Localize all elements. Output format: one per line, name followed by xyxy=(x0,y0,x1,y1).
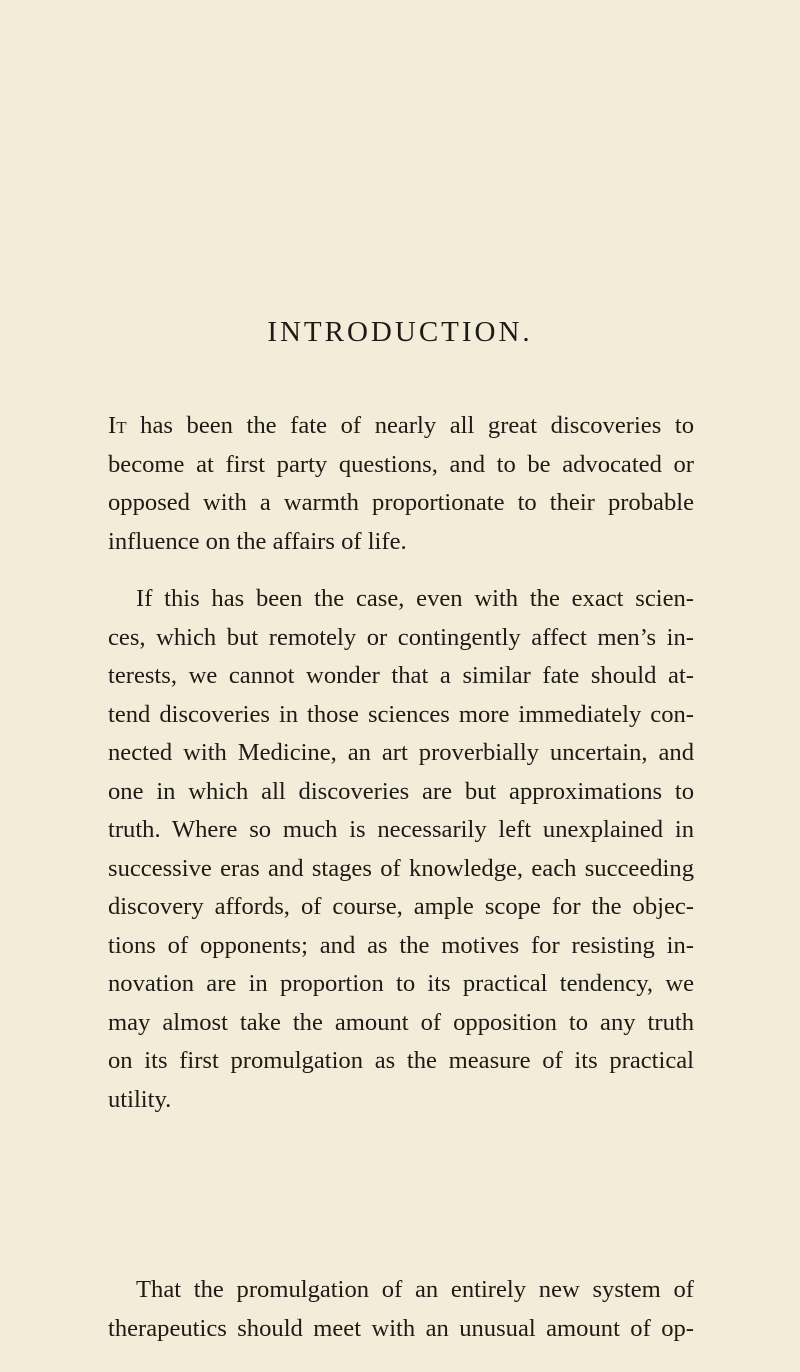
text-line: It has been the fate of nearly all great discoveries to xyxy=(108,412,694,439)
text-line: influence on the affairs of life. xyxy=(108,527,407,555)
chapter-heading: INTRODUCTION. xyxy=(267,316,533,348)
text-line: become at first party questions, and to be advocated or xyxy=(108,450,694,478)
text-line: discovery affords, of course, ample scope for the objec- xyxy=(108,893,694,920)
text-line: utility. xyxy=(108,1085,172,1113)
text-line: tions of opponents; and as the motives for resisting in- xyxy=(108,931,694,959)
text-line: tend discoveries in those sciences more immediately con- xyxy=(108,700,694,728)
text-line: one in which all discoveries are but approximations to xyxy=(108,777,694,805)
text-line: successive eras and stages of knowledge, each succeeding xyxy=(108,854,694,882)
drop-word: It xyxy=(108,412,127,439)
paragraph-3 xyxy=(108,1271,694,1348)
text-line: terests, we cannot wonder that a similar fate should at- xyxy=(108,662,694,689)
text-line: ces, which but remotely or contingently affect men’s in- xyxy=(108,623,694,651)
text-line: on its first promulgation as the measure of its practical xyxy=(108,1047,694,1074)
text-line: novation are in proportion to its practical tendency, we xyxy=(108,970,694,997)
text-line: therapeutics should meet with an unusual amount of op- xyxy=(108,1314,694,1342)
text-line: If this has been the case, even with the exact scien- xyxy=(136,585,694,612)
text-line: may almost take the amount of opposition to any truth xyxy=(108,1008,694,1036)
text-line: opposed with a warmth proportionate to their probable xyxy=(108,489,694,516)
text-line: truth. Where so much is necessarily left unexplained in xyxy=(108,816,694,843)
text-line: That the promulgation of an entirely new system of xyxy=(136,1276,694,1303)
text-line: nected with Medicine, an art proverbially uncertain, and xyxy=(108,739,694,766)
paragraph-1 xyxy=(108,407,694,561)
paragraph-2 xyxy=(108,580,694,1119)
